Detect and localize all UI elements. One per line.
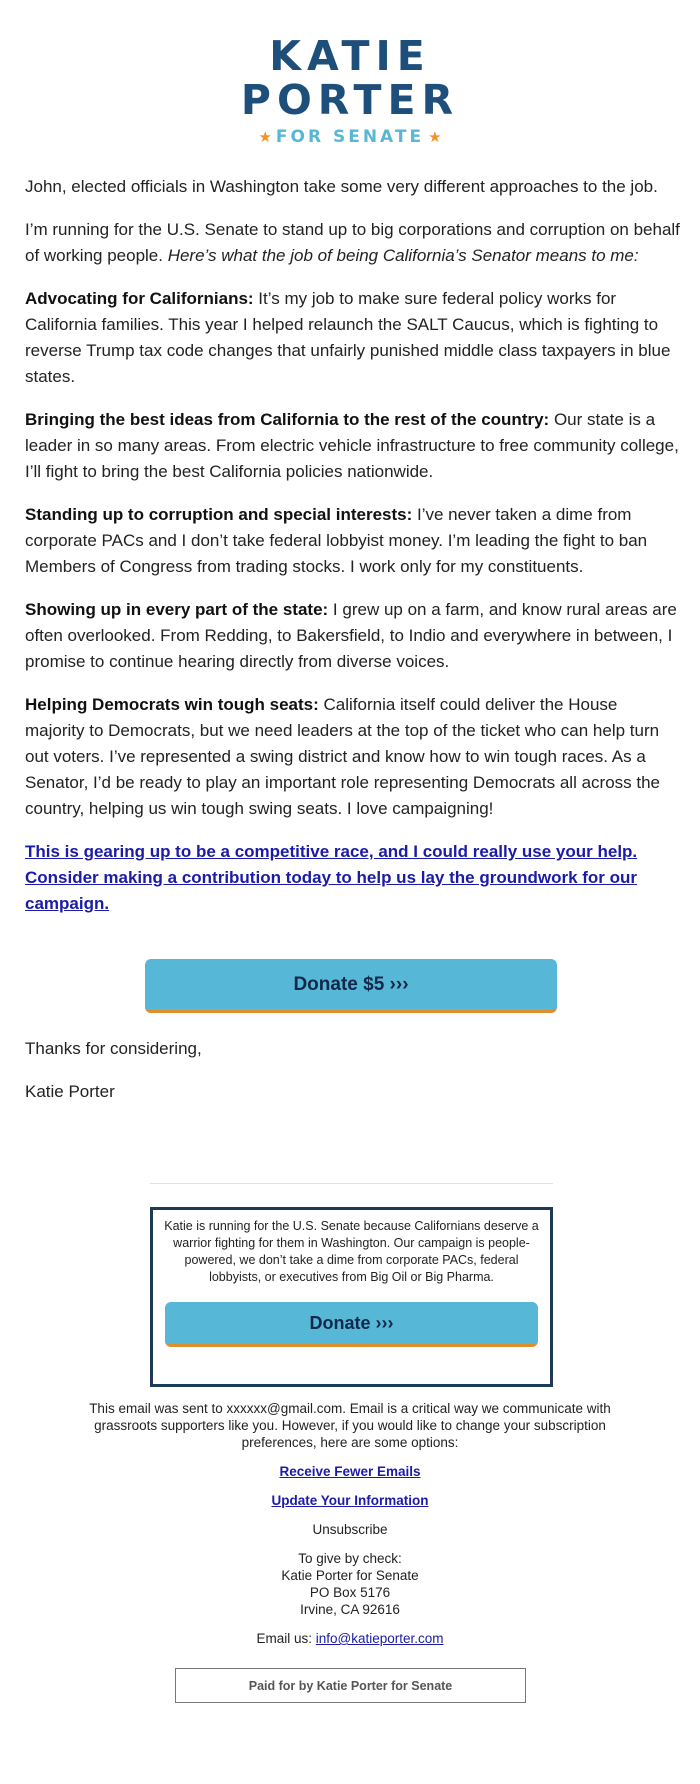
check-po-box: PO Box 5176 bbox=[309, 1585, 391, 1600]
logo-line-katie: KATIE bbox=[269, 32, 431, 80]
star-icon: ★ bbox=[258, 128, 272, 146]
section-paragraph bbox=[25, 692, 680, 822]
section-heading: Helping Democrats win tough seats: bbox=[25, 695, 319, 714]
contribution-cta-link[interactable]: This is gearing up to be a competitive race, and I could really use your help. Consider making a contribution today to help us lay the groundwork for our campaign. bbox=[25, 842, 638, 913]
unsubscribe-link[interactable]: Unsubscribe bbox=[312, 1522, 388, 1537]
section-paragraph bbox=[25, 407, 680, 485]
logo-subtitle: FOR SENATE bbox=[275, 127, 425, 147]
section-text: I’ve never taken a dime from corporate PACs and I don’t take federal lobbyist money. I’m leading the fight to ban Members of Congress from trading stocks. I work only for my constituents. bbox=[25, 505, 648, 576]
paid-for-disclaimer: Paid for by Katie Porter for Senate bbox=[175, 1668, 526, 1703]
campaign-info-text: Katie is running for the U.S. Senate because Californians deserve a warrior fighting for them in Washington. Our campaign is people-powered, we don’t take a dime from corporate PACs, federal lobbyists, or executives from Big Oil or Big Pharma. bbox=[164, 1219, 539, 1284]
divider bbox=[150, 1183, 553, 1184]
section-heading: Standing up to corruption and special interests: bbox=[25, 505, 413, 524]
intro-paragraph bbox=[25, 217, 680, 269]
section-text: California itself could deliver the House majority to Democrats, but we need leaders at the top of the ticket who can help turn out voters. I’ve represented a swing district and know how to win tough races. As a Senator, I’d be ready to play an important role representing Democrats all across the country, helping us win tough swing seats. I love campaigning! bbox=[25, 695, 661, 818]
section-text: I grew up on a farm, and know rural areas are often overlooked. From Redding, to Bakersfield, to Indio and everywhere in between, I promise to continue hearing directly from diverse voices. bbox=[25, 600, 677, 671]
donate-5-button[interactable]: Donate $5 ››› bbox=[145, 959, 557, 1013]
section-paragraph bbox=[25, 286, 680, 390]
greeting: John, elected officials in Washington take some very different approaches to the job. bbox=[25, 177, 658, 196]
section-text: Our state is a leader in so many areas. From electric vehicle infrastructure to free community college, I’ll fight to bring the best California policies nationwide. bbox=[25, 410, 679, 481]
email-label: Email us: bbox=[256, 1631, 316, 1646]
check-payee: Katie Porter for Senate bbox=[281, 1568, 419, 1583]
signature-name: Katie Porter bbox=[25, 1082, 115, 1101]
check-heading: To give by check: bbox=[298, 1551, 402, 1566]
intro-italic: Here’s what the job of being California’s Senator means to me: bbox=[167, 246, 639, 265]
email-address-link[interactable]: info@katieporter.com bbox=[315, 1631, 444, 1646]
thanks-text: Thanks for considering, bbox=[25, 1039, 202, 1058]
section-paragraph bbox=[25, 597, 680, 675]
campaign-logo bbox=[0, 34, 700, 148]
section-heading: Advocating for Californians: bbox=[25, 289, 254, 308]
section-paragraph bbox=[25, 502, 680, 580]
email-body bbox=[25, 174, 680, 917]
receive-fewer-emails-link[interactable]: Receive Fewer Emails bbox=[279, 1464, 421, 1479]
check-city: Irvine, CA 92616 bbox=[300, 1602, 400, 1617]
logo-line-for-senate bbox=[0, 126, 700, 148]
logo-line-porter: PORTER bbox=[240, 76, 460, 124]
section-heading: Showing up in every part of the state: bbox=[25, 600, 329, 619]
signoff bbox=[25, 1036, 202, 1122]
donate-button[interactable]: Donate ››› bbox=[165, 1302, 538, 1347]
subscription-blurb: This email was sent to xxxxxx@gmail.com. Email is a critical way we communicate with grassroots supporters like you. However, if you would like to change your subscription preferences, here are some options: bbox=[89, 1401, 611, 1450]
section-text: It’s my job to make sure federal policy works for California families. This year I helped relaunch the SALT Caucus, which is fighting to reverse Trump tax code changes that unfairly punished middle class taxpayers in blue states. bbox=[25, 289, 671, 386]
check-address bbox=[70, 1550, 630, 1618]
star-icon: ★ bbox=[428, 128, 442, 146]
campaign-info-box bbox=[150, 1207, 553, 1387]
update-information-link[interactable]: Update Your Information bbox=[271, 1493, 429, 1508]
intro-text: I’m running for the U.S. Senate to stand up to big corporations and corruption on behalf of working people. bbox=[25, 220, 680, 265]
section-heading: Bringing the best ideas from California to the rest of the country: bbox=[25, 410, 550, 429]
contact-email bbox=[70, 1630, 630, 1647]
email-footer bbox=[70, 1400, 630, 1647]
